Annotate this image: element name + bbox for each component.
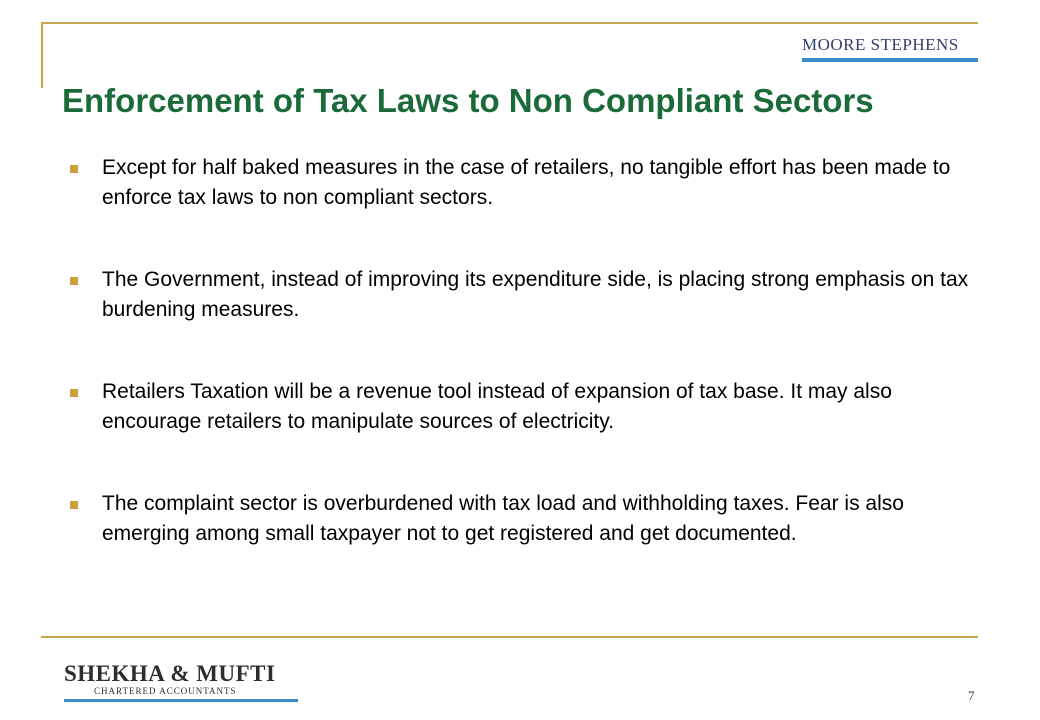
- bullet-item: [70, 153, 990, 213]
- bullet-item: [70, 489, 990, 549]
- footer-divider: [41, 636, 978, 638]
- bullet-text: Except for half baked measures in the case of retailers, no tangible effort has been made to enforce tax laws to non compliant sectors.: [102, 156, 951, 209]
- shekha-mufti-logo: [64, 662, 298, 702]
- frame-left-border: [41, 22, 43, 88]
- moore-stephens-logo-text: MOORE STEPHENS: [802, 35, 959, 54]
- page-number: 7: [968, 688, 975, 703]
- shekha-mufti-logo-subtitle: CHARTERED ACCOUNTANTS: [94, 686, 237, 696]
- shekha-mufti-logo-name: SHEKHA & MUFTI: [64, 661, 276, 686]
- square-bullet-icon: [70, 165, 78, 173]
- moore-stephens-logo: [802, 36, 978, 62]
- bullet-list: [70, 153, 990, 601]
- frame-top-border: [41, 22, 978, 24]
- shekha-mufti-logo-underline: [64, 699, 298, 702]
- bullet-text: The Government, instead of improving its expenditure side, is placing strong emphasis on tax burdening measures.: [102, 268, 969, 321]
- moore-stephens-logo-underline: [802, 58, 978, 62]
- slide-title: Enforcement of Tax Laws to Non Compliant Sectors: [62, 82, 874, 119]
- bullet-item: [70, 377, 990, 437]
- square-bullet-icon: [70, 501, 78, 509]
- bullet-item: [70, 265, 990, 325]
- bullet-text: Retailers Taxation will be a revenue tool instead of expansion of tax base. It may also encourage retailers to manipulate sources of electricity.: [102, 380, 892, 433]
- square-bullet-icon: [70, 277, 78, 285]
- bullet-text: The complaint sector is overburdened with tax load and withholding taxes. Fear is also emerging among small taxpayer not to get registered and get documented.: [102, 492, 904, 545]
- square-bullet-icon: [70, 389, 78, 397]
